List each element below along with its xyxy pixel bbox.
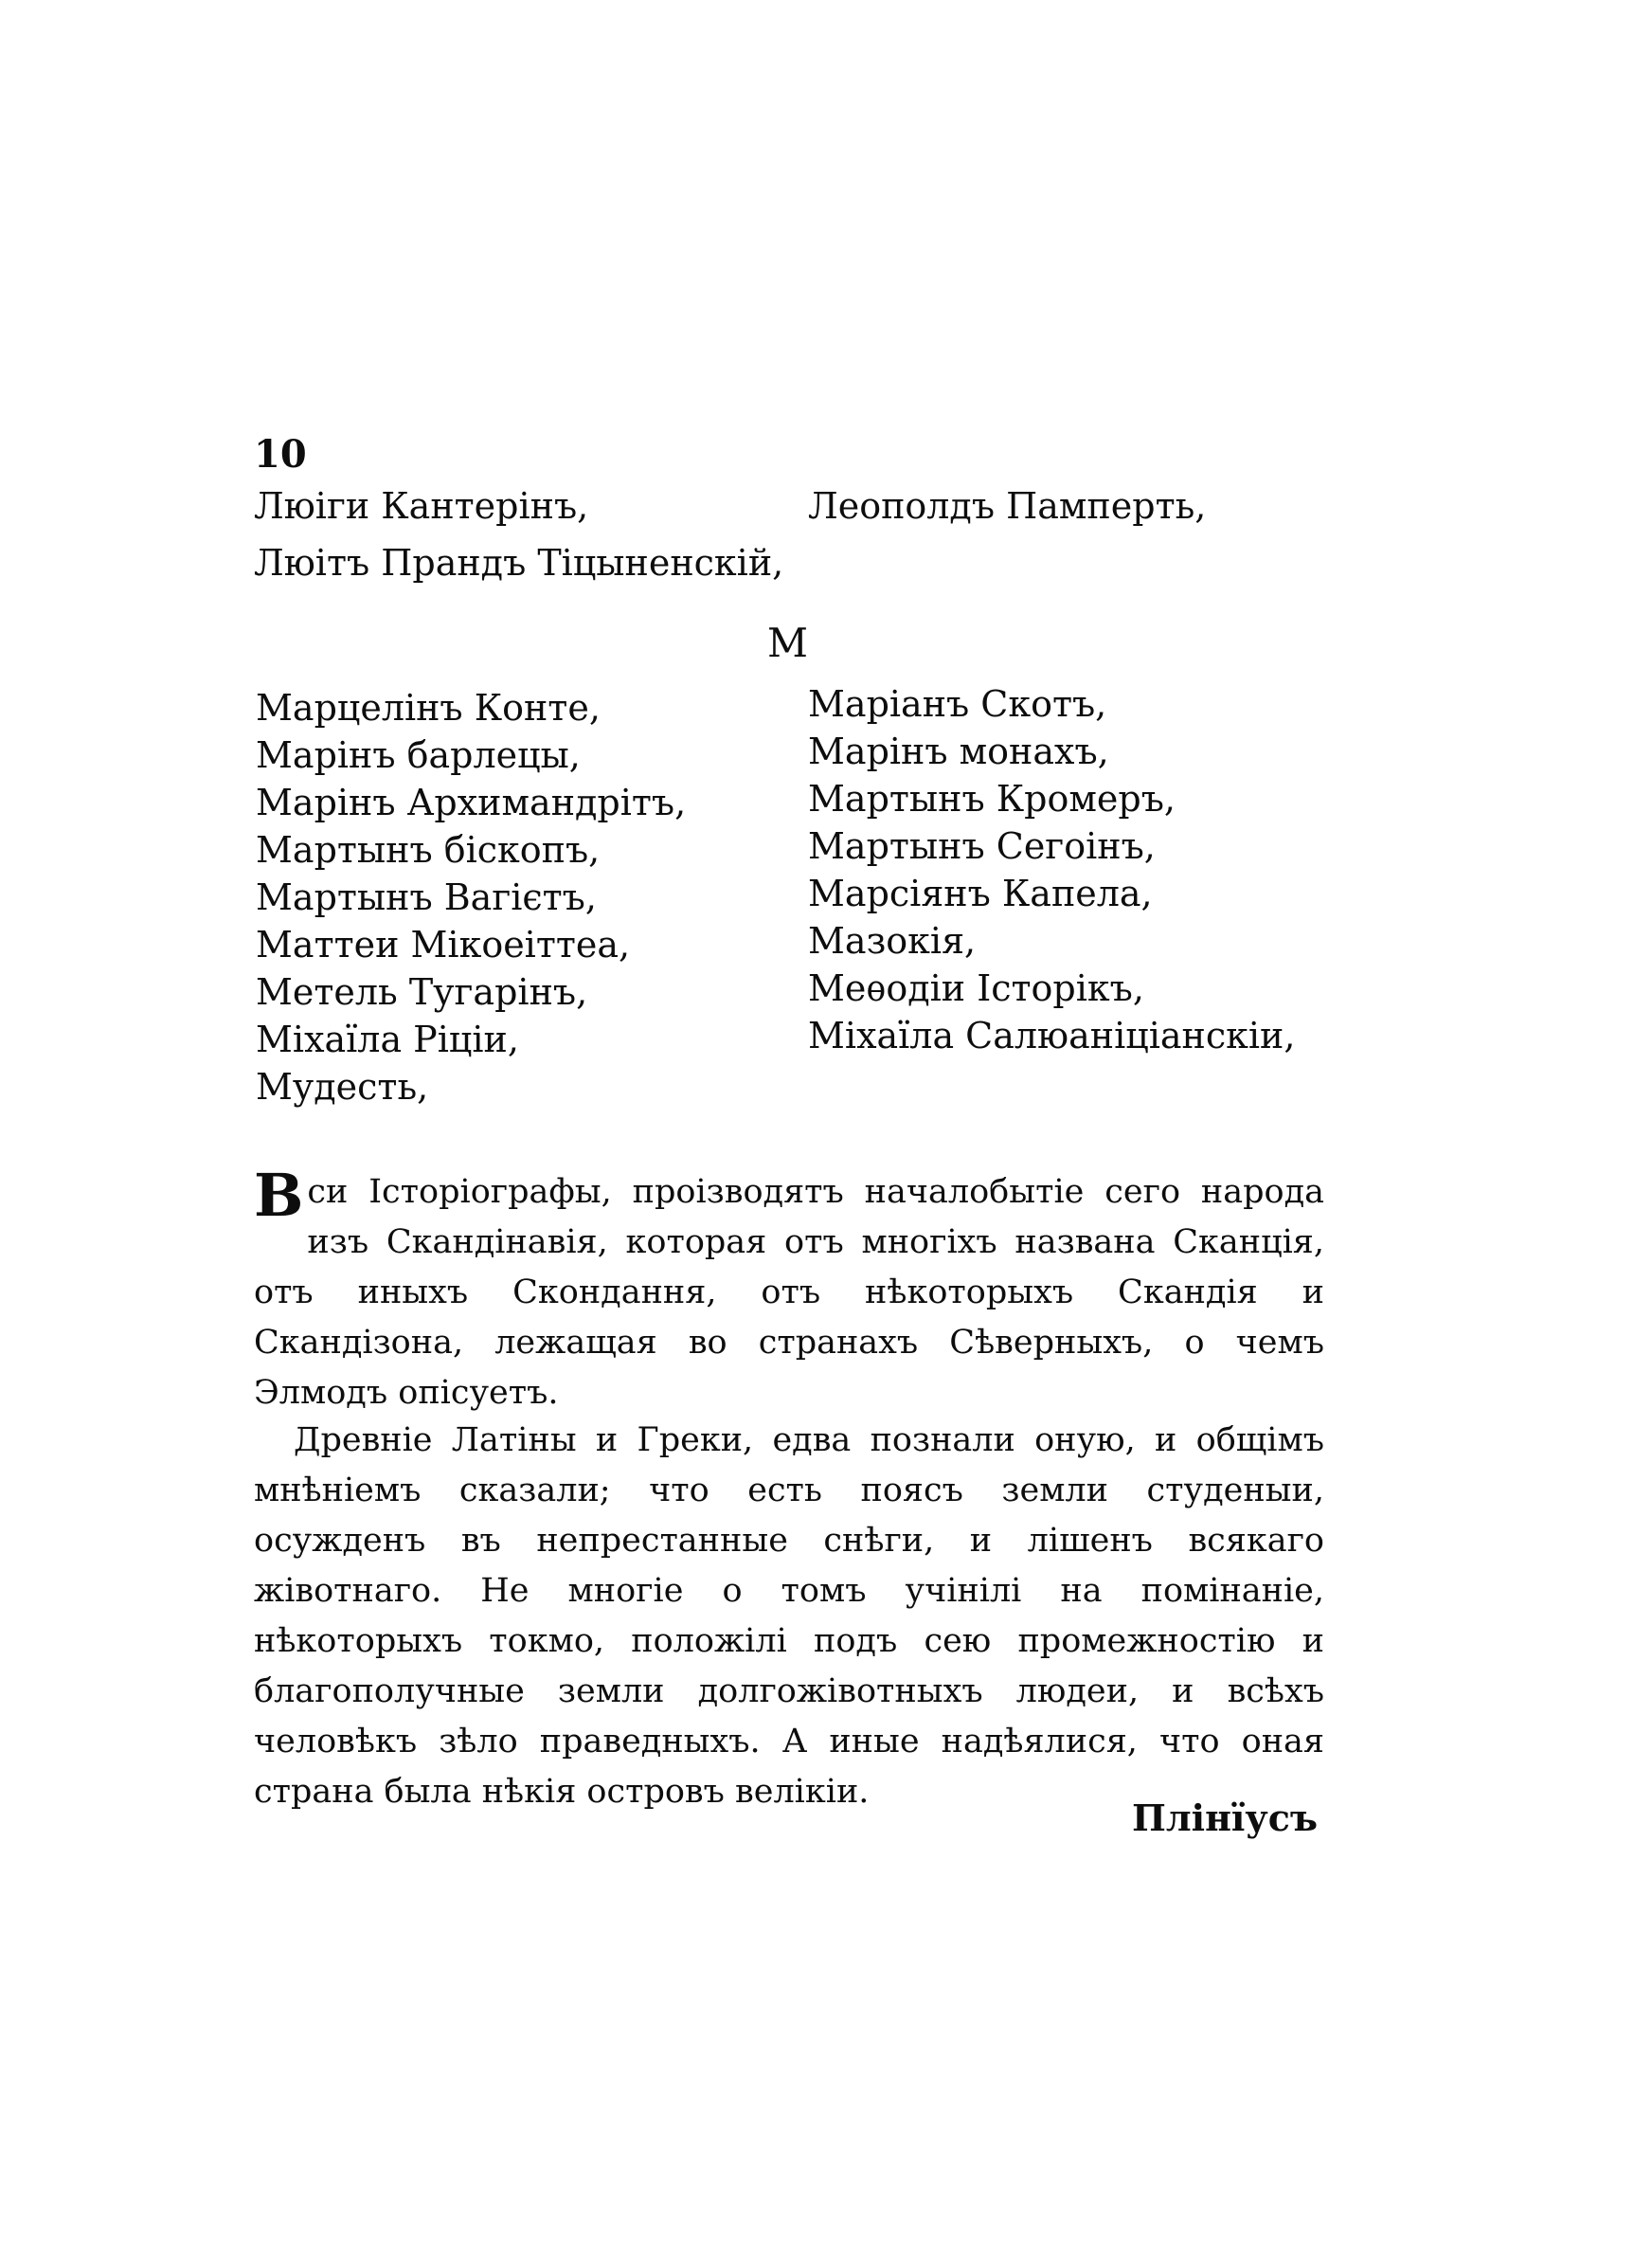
page-number: 10: [254, 432, 307, 477]
name-entry: Меѳодіи Історікъ,: [808, 967, 1144, 1009]
catchword: Плінїусъ: [1132, 1797, 1318, 1839]
name-entry: Мартынъ Сегоінъ,: [808, 825, 1156, 867]
name-entry: Марсіянъ Капела,: [808, 873, 1153, 914]
name-entry: Міхаїла Салюаніціанскіи,: [808, 1015, 1296, 1056]
paragraph-1: [254, 1161, 1324, 1418]
name-entry: Мазокія,: [808, 920, 977, 962]
name-entry: Маттеи Мікоеіттеа,: [256, 924, 631, 966]
name-entry: Марінъ монахъ,: [808, 731, 1109, 772]
name-entry: Мартынъ біскопъ,: [256, 829, 601, 871]
names-column-right: [808, 680, 1295, 1059]
paragraph-2: Древніе Латіны и Греки, едва познали оную, и общімъ мнѣніемъ сказали; что есть поясъ земли студеныи, осужденъ въ непрестанные снѣги, и лішенъ всякаго жівотнаго. Не многіе о томъ учінілі на помінаніе, нѣкоторыхъ токмо, положілі подъ сею промежностію и благополучные земли долгожівотныхъ людеи, и всѣхъ человѣкъ зѣло праведныхъ. А иные надѣялися, что оная страна была нѣкія островъ велікіи.: [254, 1421, 1324, 1811]
paragraph-1-text: си Історіографы, проізводятъ началобытіе сего народа изъ Скандінавія, которая отъ многіхъ названа Сканція, отъ иныхъ Скондання, отъ нѣкоторыхъ Скандія и Скандізона, лежащая во странахъ Сѣверныхъ, о чемъ Элмодъ опісуетъ.: [254, 1173, 1324, 1412]
drop-cap: В: [254, 1161, 304, 1230]
name-entry: Марінъ Архимандрітъ,: [256, 782, 687, 823]
top-name-left-1: Люіги Кантерінъ,: [254, 485, 589, 527]
name-entry: Метель Тугарінъ,: [256, 971, 588, 1013]
name-entry: Мартынъ Кромеръ,: [808, 778, 1176, 820]
top-name-right-1: Леополдъ Памперть,: [808, 485, 1207, 527]
names-column-left: [256, 684, 686, 1110]
name-entry: Маріанъ Скотъ,: [808, 683, 1107, 725]
top-name-left-2: Люітъ Прандъ Тіцыненскій,: [254, 542, 784, 584]
section-letter: М: [767, 620, 809, 666]
name-entry: Мудесть,: [256, 1066, 429, 1108]
name-entry: Мартынъ Вагієтъ,: [256, 876, 597, 918]
name-entry: Марцелінъ Конте,: [256, 687, 601, 729]
name-entry: Міхаїла Ріціи,: [256, 1019, 519, 1060]
name-entry: Марінъ барлецы,: [256, 734, 581, 776]
